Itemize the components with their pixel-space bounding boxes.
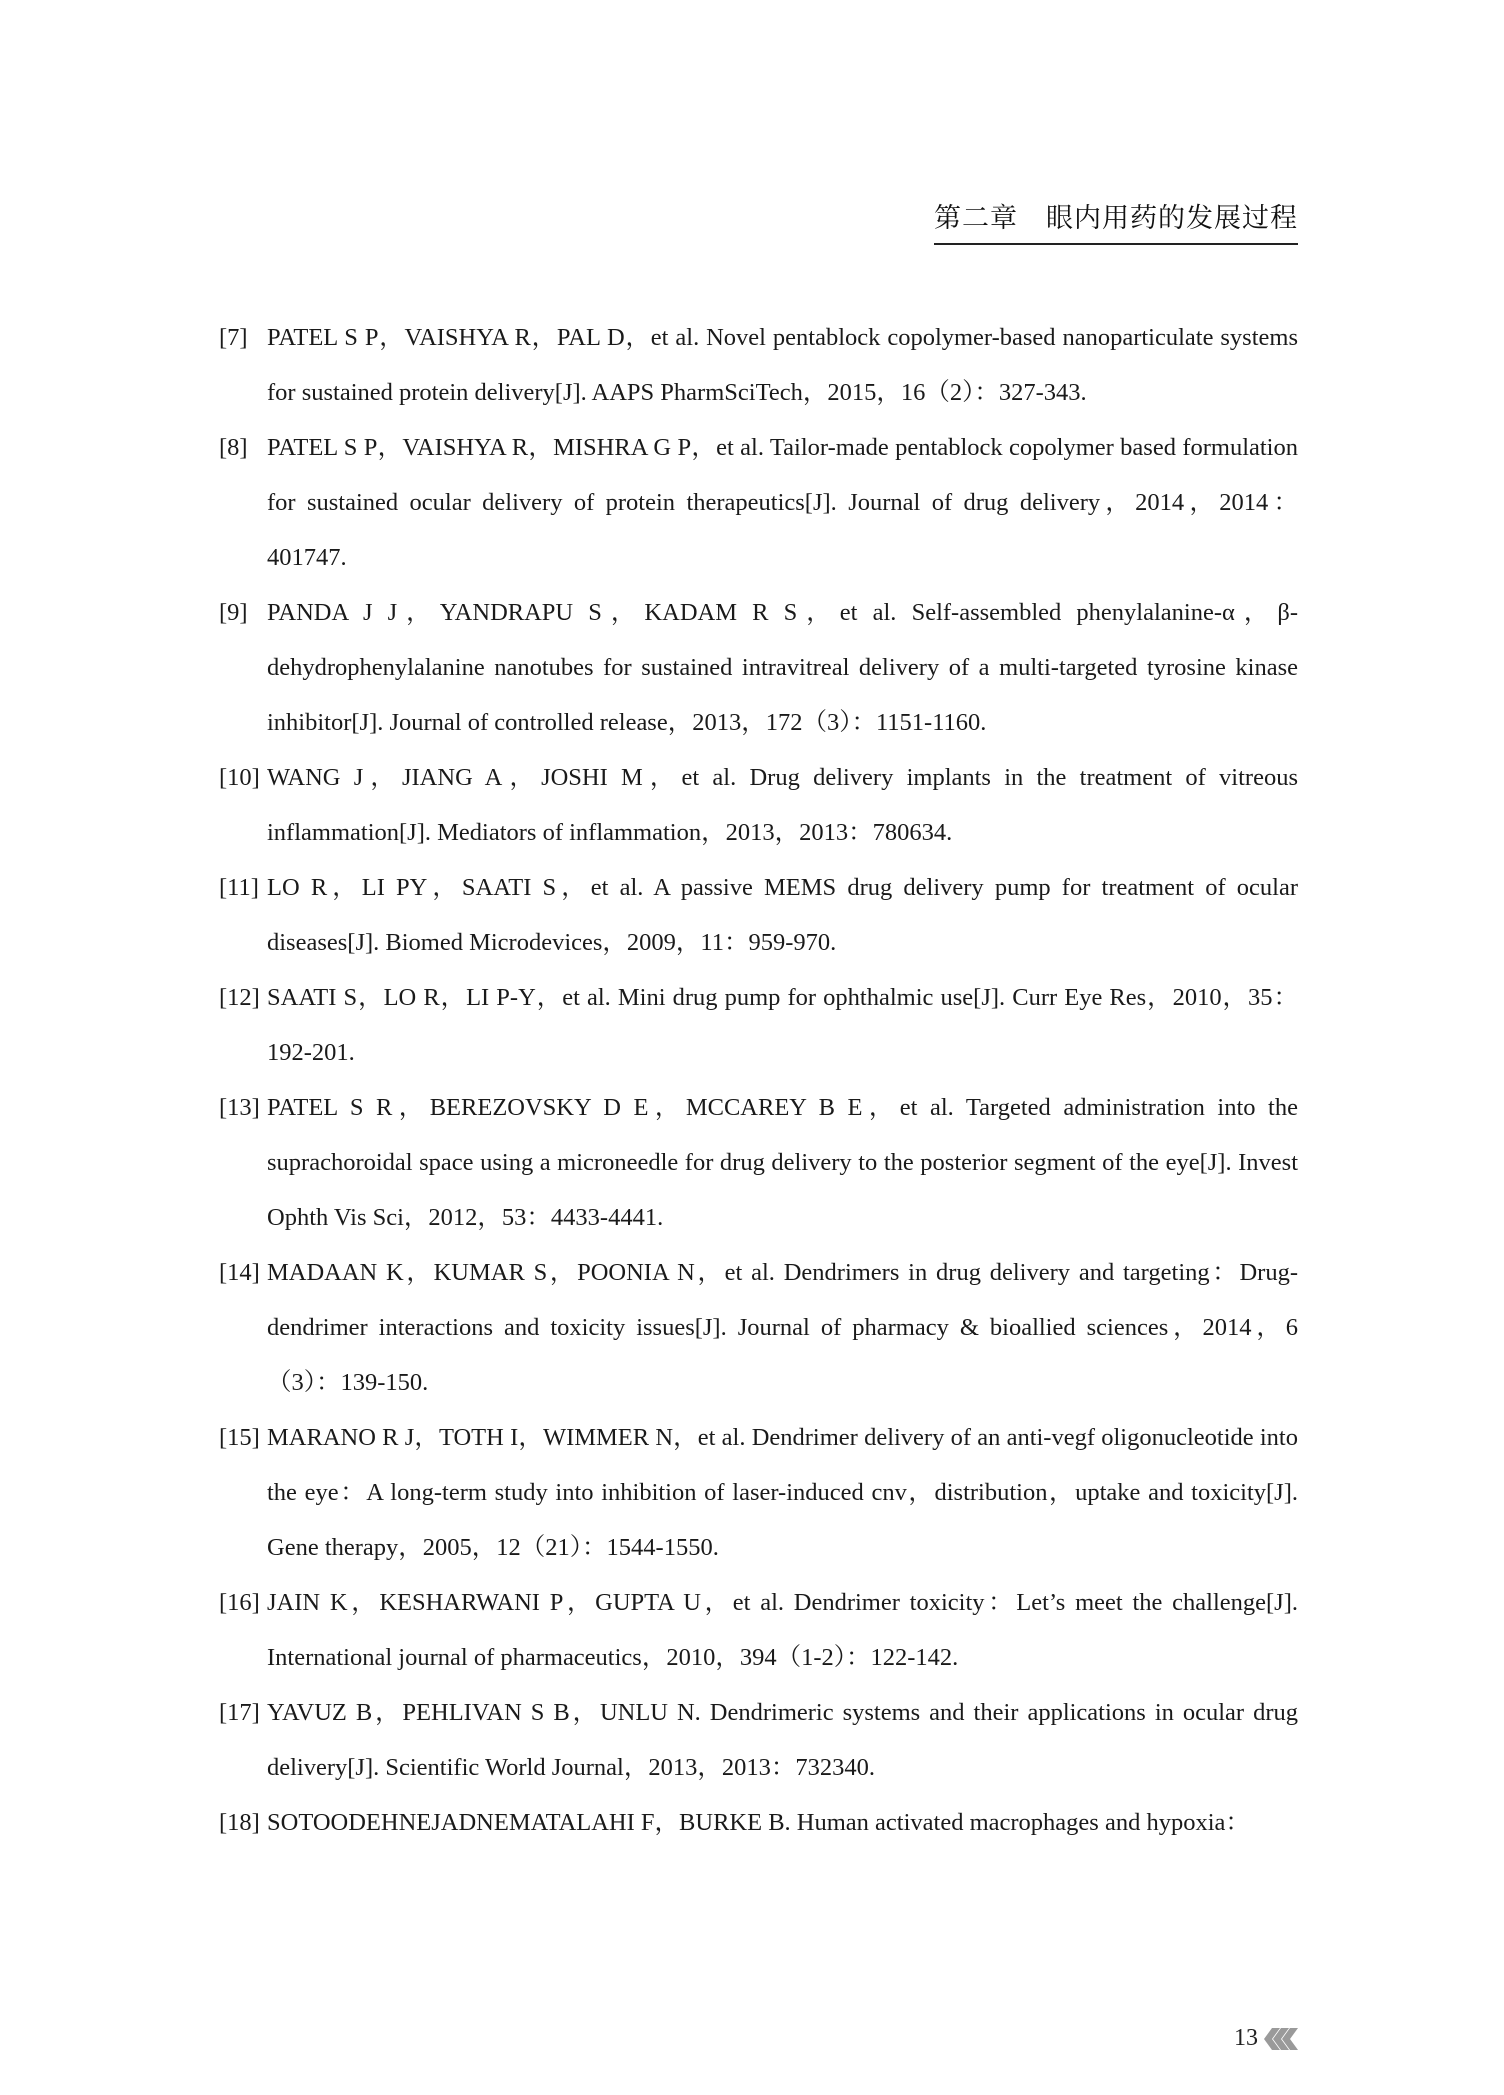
reference-item bbox=[219, 1080, 1298, 1245]
reference-number: [8] bbox=[219, 434, 248, 461]
page-footer bbox=[1234, 2025, 1298, 2052]
reference-number: [9] bbox=[219, 599, 248, 626]
reference-number: [14] bbox=[219, 1259, 260, 1286]
reference-item bbox=[219, 1245, 1298, 1410]
reference-text: WANG J，JIANG A，JOSHI M，et al. Drug delivery implants in the treatment of vitreous inflammation[J]. Mediators of inflammation，2013，2013：780634. bbox=[267, 764, 1298, 846]
reference-number: [10] bbox=[219, 764, 260, 791]
double-chevron-left-icon bbox=[1264, 2028, 1298, 2050]
reference-item bbox=[219, 1795, 1298, 1850]
reference-item bbox=[219, 860, 1298, 970]
reference-number: [16] bbox=[219, 1589, 260, 1616]
reference-text: PANDA J J，YANDRAPU S，KADAM R S，et al. Self-assembled phenylalanine-α，β-dehydrophenylalanine nanotubes for sustained intravitreal delivery of a multi-targeted tyrosine kinase inhibitor[J]. Journal of controlled release，2013，172（3）：1151-1160. bbox=[267, 599, 1298, 736]
reference-number: [7] bbox=[219, 324, 248, 351]
reference-number: [17] bbox=[219, 1699, 260, 1726]
reference-text: MARANO R J，TOTH I，WIMMER N，et al. Dendrimer delivery of an anti-vegf oligonucleotide into the eye：A long-term study into inhibition of laser-induced cnv，distribution，uptake and toxicity[J]. Gene therapy，2005，12（21）：1544-1550. bbox=[267, 1424, 1298, 1561]
reference-item bbox=[219, 420, 1298, 585]
reference-item bbox=[219, 750, 1298, 860]
reference-number: [12] bbox=[219, 984, 260, 1011]
reference-item bbox=[219, 1410, 1298, 1575]
reference-number: [11] bbox=[219, 874, 259, 901]
chapter-header: 第二章 眼内用药的发展过程 bbox=[934, 196, 1298, 245]
reference-item bbox=[219, 1685, 1298, 1795]
reference-text: MADAAN K，KUMAR S，POONIA N，et al. Dendrimers in drug delivery and targeting：Drug-dendrimer interactions and toxicity issues[J]. Journal of pharmacy & bioallied sciences，2014，6（3）：139-150. bbox=[267, 1259, 1298, 1396]
reference-number: [18] bbox=[219, 1809, 260, 1836]
reference-text: YAVUZ B，PEHLIVAN S B，UNLU N. Dendrimeric systems and their applications in ocular drug delivery[J]. Scientific World Journal，2013，2013：732340. bbox=[267, 1699, 1298, 1781]
reference-text: PATEL S R，BEREZOVSKY D E，MCCAREY B E，et al. Targeted administration into the suprachoroidal space using a microneedle for drug delivery to the posterior segment of the eye[J]. Invest Ophth Vis Sci，2012，53：4433-4441. bbox=[267, 1094, 1298, 1231]
page-number: 13 bbox=[1234, 2025, 1258, 2051]
reference-item bbox=[219, 585, 1298, 750]
reference-item bbox=[219, 970, 1298, 1080]
reference-text: JAIN K，KESHARWANI P，GUPTA U，et al. Dendrimer toxicity：Let’s meet the challenge[J]. International journal of pharmaceutics，2010，394（1-2）：122-142. bbox=[267, 1589, 1298, 1671]
reference-text: SAATI S，LO R，LI P-Y，et al. Mini drug pump for ophthalmic use[J]. Curr Eye Res，2010，35：192-201. bbox=[267, 984, 1298, 1066]
reference-text: PATEL S P，VAISHYA R，PAL D，et al. Novel pentablock copolymer-based nanoparticulate systems for sustained protein delivery[J]. AAPS PharmSciTech，2015，16（2）：327-343. bbox=[267, 324, 1298, 406]
reference-number: [15] bbox=[219, 1424, 260, 1451]
reference-text: PATEL S P，VAISHYA R，MISHRA G P，et al. Tailor-made pentablock copolymer based formulation for sustained ocular delivery of protein therapeutics[J]. Journal of drug delivery，2014，2014：401747. bbox=[267, 434, 1298, 571]
reference-text: SOTOODEHNEJADNEMATALAHI F，BURKE B. Human activated macrophages and hypoxia： bbox=[267, 1809, 1250, 1836]
reference-number: [13] bbox=[219, 1094, 260, 1121]
reference-item bbox=[219, 1575, 1298, 1685]
reference-text: LO R，LI PY，SAATI S，et al. A passive MEMS drug delivery pump for treatment of ocular diseases[J]. Biomed Microdevices，2009，11：959-970. bbox=[267, 874, 1298, 956]
reference-list bbox=[219, 310, 1298, 1850]
reference-item bbox=[219, 310, 1298, 420]
